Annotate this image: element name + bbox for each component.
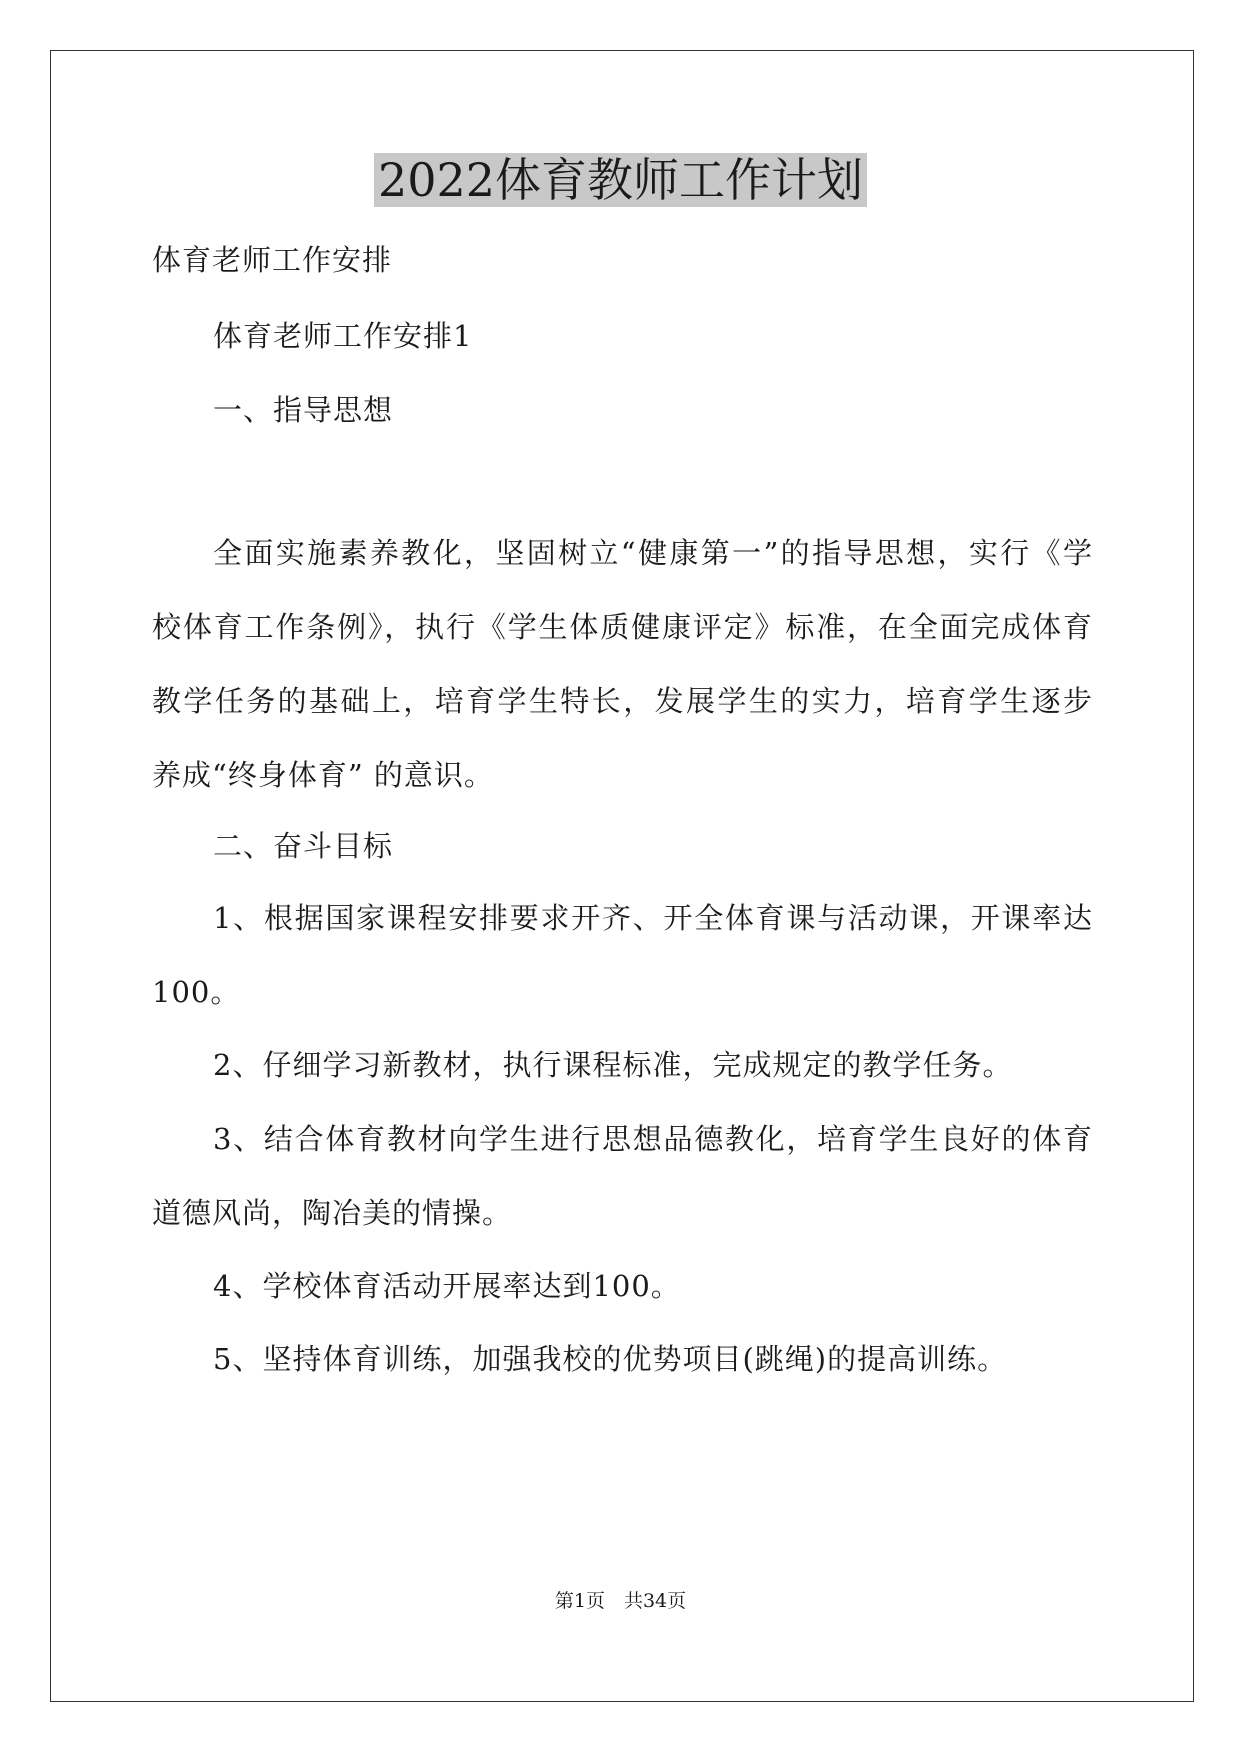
document-title-text: 2022体育教师工作计划: [374, 153, 867, 207]
heading-goals: 二、奋斗目标: [213, 829, 394, 863]
paragraph-line: 养成“终身体育” 的意识。: [152, 758, 494, 792]
subsection-heading: 体育老师工作安排1: [213, 319, 473, 353]
page-number-footer: 第1页 共34页: [554, 1590, 687, 1612]
list-item-line: 4、学校体育活动开展率达到100。: [213, 1269, 681, 1303]
list-item-line: 道德风尚，陶冶美的情操。: [152, 1196, 513, 1230]
heading-guiding-ideology: 一、指导思想: [213, 393, 394, 427]
paragraph-line: 教学任务的基础上，培育学生特长，发展学生的实力，培育学生逐步: [152, 684, 1092, 718]
list-item-line: 3、结合体育教材向学生进行思想品德教化，培育学生良好的体育: [213, 1122, 1092, 1156]
paragraph-line: 校体育工作条例》，执行《学生体质健康评定》标准，在全面完成体育: [152, 610, 1092, 644]
list-item-line: 2、仔细学习新教材，执行课程标准，完成规定的教学任务。: [213, 1048, 1013, 1082]
list-item-line: 5、坚持体育训练，加强我校的优势项目(跳绳)的提高训练。: [213, 1342, 1008, 1376]
list-item-line: 1、根据国家课程安排要求开齐、开全体育课与活动课，开课率达: [213, 901, 1092, 935]
document-title: [0, 148, 1241, 212]
list-item-line: 100。: [152, 975, 241, 1009]
paragraph-line: 全面实施素养教化，坚固树立“健康第一”的指导思想，实行《学: [213, 536, 1092, 570]
section-heading: 体育老师工作安排: [152, 243, 393, 277]
page-border: [50, 50, 1194, 1702]
